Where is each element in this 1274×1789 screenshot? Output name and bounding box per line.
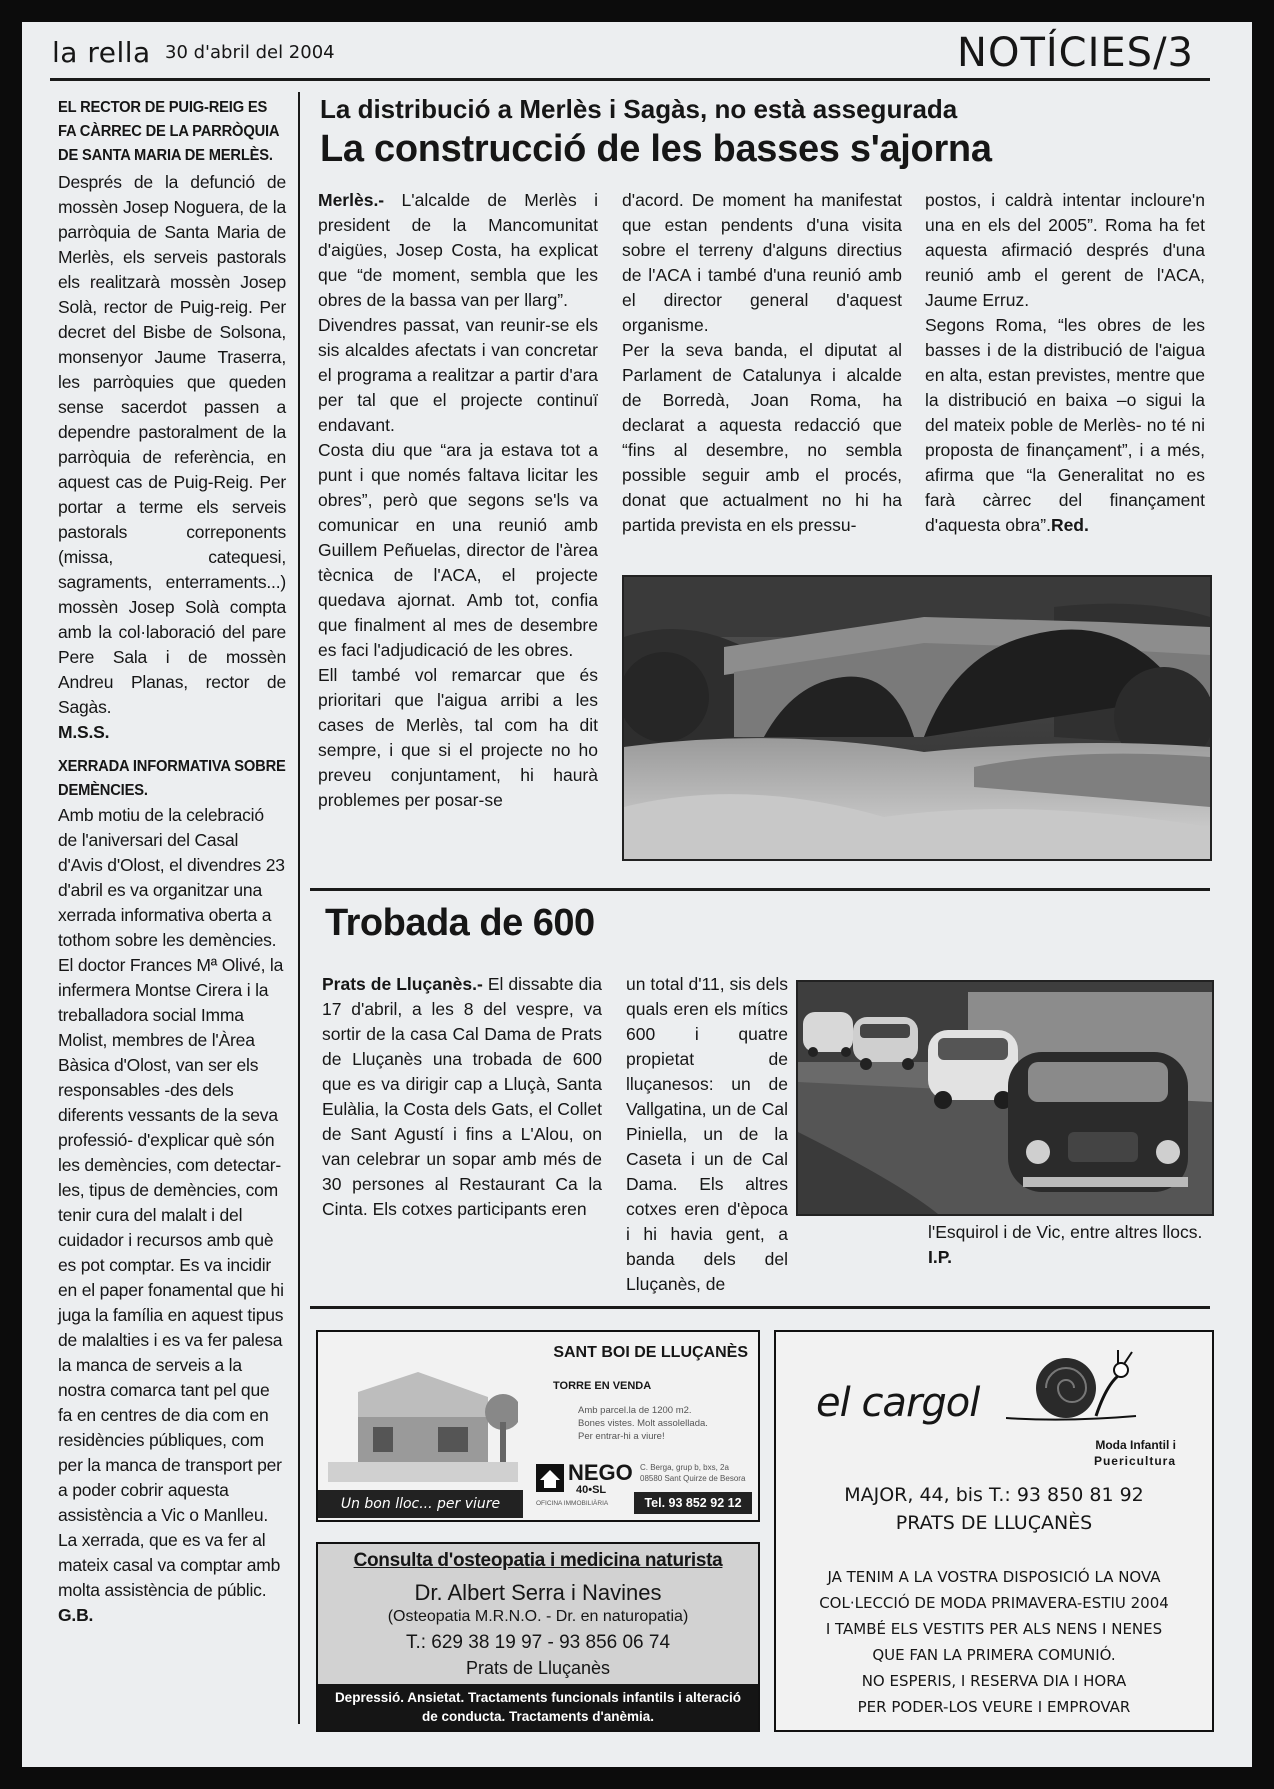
realestate-brand: NEGO (568, 1460, 633, 1485)
realestate-slogan: Un bon lloc... per viure (318, 1490, 523, 1518)
snail-icon (1006, 1346, 1156, 1426)
cargol-ad (774, 1330, 1214, 1732)
realestate-address1: C. Berga, grup b, bxs, 2a (640, 1463, 729, 1472)
realestate-subtitle: TORRE EN VENDA (553, 1380, 652, 1392)
article-column-2: d'acord. De moment ha manifestat que estan pendents d'una visita sobre el terreny d'alguns directius de l'ACA i també d'una reunió amb el director general d'aquest organisme. Per la seva banda, el diputat al Parlament de Catalunya i alcalde de Borredà, Joan Roma, ha declarat a aquesta redacció que “fins al desembre, no sembla possible seguir amb el procés, donat que actualment no hi ha partida prevista en els pressu- (622, 190, 902, 535)
osteopathy-town: Prats de Lluçanès (465, 1658, 611, 1678)
article-dateline: Merlès.- (318, 190, 385, 210)
second-col3-text: l'Esquirol i de Vic, entre altres llocs. (928, 1222, 1203, 1242)
osteopathy-title: Consulta d'osteopatia i medicina naturista (353, 1550, 723, 1571)
second-col1-text: El dissabte dia 17 d'abril, a les 8 del vespre, va sortir de la casa Cal Dama de Prats de Lluçanès una trobada de 600 que es va dirigir cap a Lluçà, Santa Eulàlia, la Costa dels Gats, el Collet de Sant Agustí i fins a L'Alou, on van celebrar un sopar amb més de 30 persones al Restaurant Ca la Cinta. Els cotxes participants eren (322, 974, 602, 1219)
realestate-brand-tag: OFICINA IMMOBILIÀRIA (536, 1500, 609, 1507)
house-logo-icon (536, 1464, 564, 1492)
osteopathy-footer: Depressió. Ansietat. Tractaments funcionals infantils i alteració de conducta. Tractaments d'anèmia. (318, 1684, 758, 1730)
cargol-tag2: Puericultura (1093, 1454, 1176, 1468)
realestate-details (578, 1404, 758, 1443)
cargol-message (776, 1564, 1212, 1720)
cargol-line3: I TAMBÉ ELS VESTITS PER ALS NENS I NENES (825, 1620, 1163, 1638)
second-dateline: Prats de Lluçanès.- (322, 974, 483, 994)
osteopathy-ad (316, 1542, 760, 1732)
cargol-logo: el cargol (816, 1380, 980, 1426)
realestate-phone: Tel. 93 852 92 12 (634, 1492, 752, 1514)
article-column-3 (925, 188, 1205, 538)
article-col1-text: L'alcalde de Merlès i president de la Mancomunitat d'aigües, Josep Costa, ha explicat que “de moment, sembla que les obres de la bassa van per llarg”. Divendres passat, van reunir-se els sis alcaldes afectats i van concretar el programa a realitzar a partir d'ara per tal que el projecte continuï endavant. Costa diu que “ara ja estava tot a punt i que només faltava licitar les obres”, però que segons se'ls va comunicar en una reunió amb Guillem Peñuelas, director de l'àrea tècnica de l'ACA, el projecte quedava ajornat. Amb tot, confia que finalment al mes de desembre es faci l'adjudicació de les obres. Ell també vol remarcar que és prioritari que l'aigua arribi a les cases de Merlès, tal com ha dit sempre, i que si el projecte no ho preveu conjuntament, hi haurà problemes per posar-se (318, 190, 598, 810)
realestate-ad (316, 1330, 760, 1522)
realestate-line2: Bones vistes. Molt assolellada. (578, 1418, 708, 1429)
masthead-rule (50, 78, 1210, 81)
house-illustration (328, 1352, 518, 1482)
section-rule (310, 888, 1210, 891)
seat-600-cars-photo (796, 980, 1214, 1216)
realestate-title: SANT BOI DE LLUÇANÈS (553, 1344, 748, 1361)
article-kicker: La distribució a Merlès i Sagàs, no està assegurada (320, 94, 958, 124)
second-headline: Trobada de 600 (325, 902, 595, 944)
realestate-address2: 08580 Sant Quirze de Besora (640, 1474, 746, 1483)
sidebar-news (58, 96, 286, 1628)
article-headline: La construcció de les basses s'ajorna (320, 128, 992, 170)
sidebar-item1-title: EL RECTOR DE PUIG-REIG ES FA CÀRREC DE LA PARRÒQUIA DE SANTA MARIA DE MERLÈS. (58, 99, 279, 164)
sidebar-item2-body: Amb motiu de la celebració de l'aniversari del Casal d'Avis d'Olost, el divendres 23 d'abril es va organitzar una xerrada informativa oberta a tothom sobre les demències. El doctor Frances Mª Olivé, la infermera Montse Cirera i la treballadora social Imma Molist, membres de l'Àrea Bàsica d'Olost, van ser els responsables -des dels diferents vessants de la seva professió- d'explicar què són les demències, com detectar-les, tipus de demències, com tenir cura del malalt i del cuidador i recursos amb què es pot comptar. Es va incidir en el paper fonamental que hi juga la família en aquest tipus de malalties i es va fer palesa la manca de serveis a la nostra comarca tant pel que fa en centres de dia com en residències públiques, com per la manca de transport per a poder cobrir aquesta assistència a Vic o Manlleu. La xerrada, que es va fer al mateix casal va comptar amb molta assistència de públic. (58, 805, 285, 1600)
sidebar-item1-body: Després de la defunció de mossèn Josep Noguera, de la parròquia de Santa Maria de Merlès, els serveis pastorals els realitzarà mossèn Josep Solà, rector de Puig-reig. Per decret del Bisbe de Solsona, monsenyor Jaume Traserra, les parròquies que queden sense sacerdot passen a dependre pastoralment de la parròquia de referència, en aquest cas de Puig-Reig. Per portar a terme els serveis pastorals correponents (missa, catequesi, sagraments, enterraments...) mossèn Josep Solà compta amb la col·laboració del pare Pere Sala i de mossèn Andreu Planas, rector de Sagàs. (58, 172, 286, 717)
sidebar-item2-title: XERRADA INFORMATIVA SOBRE DEMÈNCIES. (58, 758, 286, 799)
realestate-line1: Amb parcel.la de 1200 m2. (578, 1405, 692, 1416)
sidebar-item2-signature: G.B. (58, 1605, 94, 1625)
ads-rule (310, 1306, 1210, 1309)
issue-date: 30 d'abril del 2004 (165, 42, 335, 63)
article-column-1 (318, 188, 598, 813)
bridge-photo (622, 575, 1212, 861)
second-signature: I.P. (928, 1247, 953, 1267)
second-column-2: un total d'11, sis dels quals eren els mítics 600 i quatre propietat de lluçanesos: un de Vallgatina, un de Cal Piniella, un de la Caseta i un de Cal Dama. Els altres cotxes eren d'època i hi havia gent, a banda dels del Lluçanès, de (626, 974, 788, 1294)
osteopathy-phones: T.: 629 38 19 97 - 93 856 06 74 (405, 1632, 671, 1653)
cargol-line4: QUE FAN LA PRIMERA COMUNIÓ. (872, 1646, 1116, 1664)
osteopathy-credentials: (Osteopatia M.R.N.O. - Dr. en naturopatia) (387, 1608, 689, 1625)
realestate-line3: Per entrar-hi a viure! (578, 1431, 665, 1442)
cargol-line2: COL·LECCIÓ DE MODA PRIMAVERA-ESTIU 2004 (819, 1594, 1169, 1612)
article-signature: Red. (1050, 515, 1089, 535)
column-divider (298, 92, 300, 1724)
sidebar-item1-signature: M.S.S. (58, 722, 110, 742)
cargol-tag1: Moda Infantil i (1095, 1438, 1176, 1452)
realestate-brand-sub: 40•SL (576, 1484, 607, 1496)
cargol-line6: PER PODER-LOS VEURE I EMPROVAR (857, 1698, 1131, 1716)
second-column-1 (322, 972, 602, 1222)
cargol-address: MAJOR, 44, bis T.: 93 850 81 92 (844, 1484, 1144, 1506)
article-col3-text: postos, i caldrà intentar incloure'n una en els del 2005”. Roma ha fet aquesta afirmació després d'una reunió amb el gerent de l'ACA, Jaume Erruz. Segons Roma, “les obres de les basses i de la distribució de l'aigua en alta, estan previstes, mentre que la distribució en baixa –o sigui la del mateix poble de Merlès- no té ni proposta de finançament”, i a més, afirma que “la Generalitat no es farà càrrec del finançament d'aquesta obra”. (925, 190, 1205, 535)
osteopathy-doctor: Dr. Albert Serra i Navines (414, 1580, 662, 1605)
cargol-line1: JA TENIM A LA VOSTRA DISPOSICIÓ LA NOVA (827, 1568, 1161, 1586)
second-column-3 (928, 1220, 1213, 1270)
paper-name: la rella (52, 36, 151, 69)
realestate-address (640, 1462, 752, 1484)
cargol-town: PRATS DE LLUÇANÈS (895, 1512, 1093, 1534)
section-title: NOTÍCIES/3 (957, 30, 1194, 76)
cargol-line5: NO ESPERIS, I RESERVA DIA I HORA (861, 1672, 1127, 1690)
